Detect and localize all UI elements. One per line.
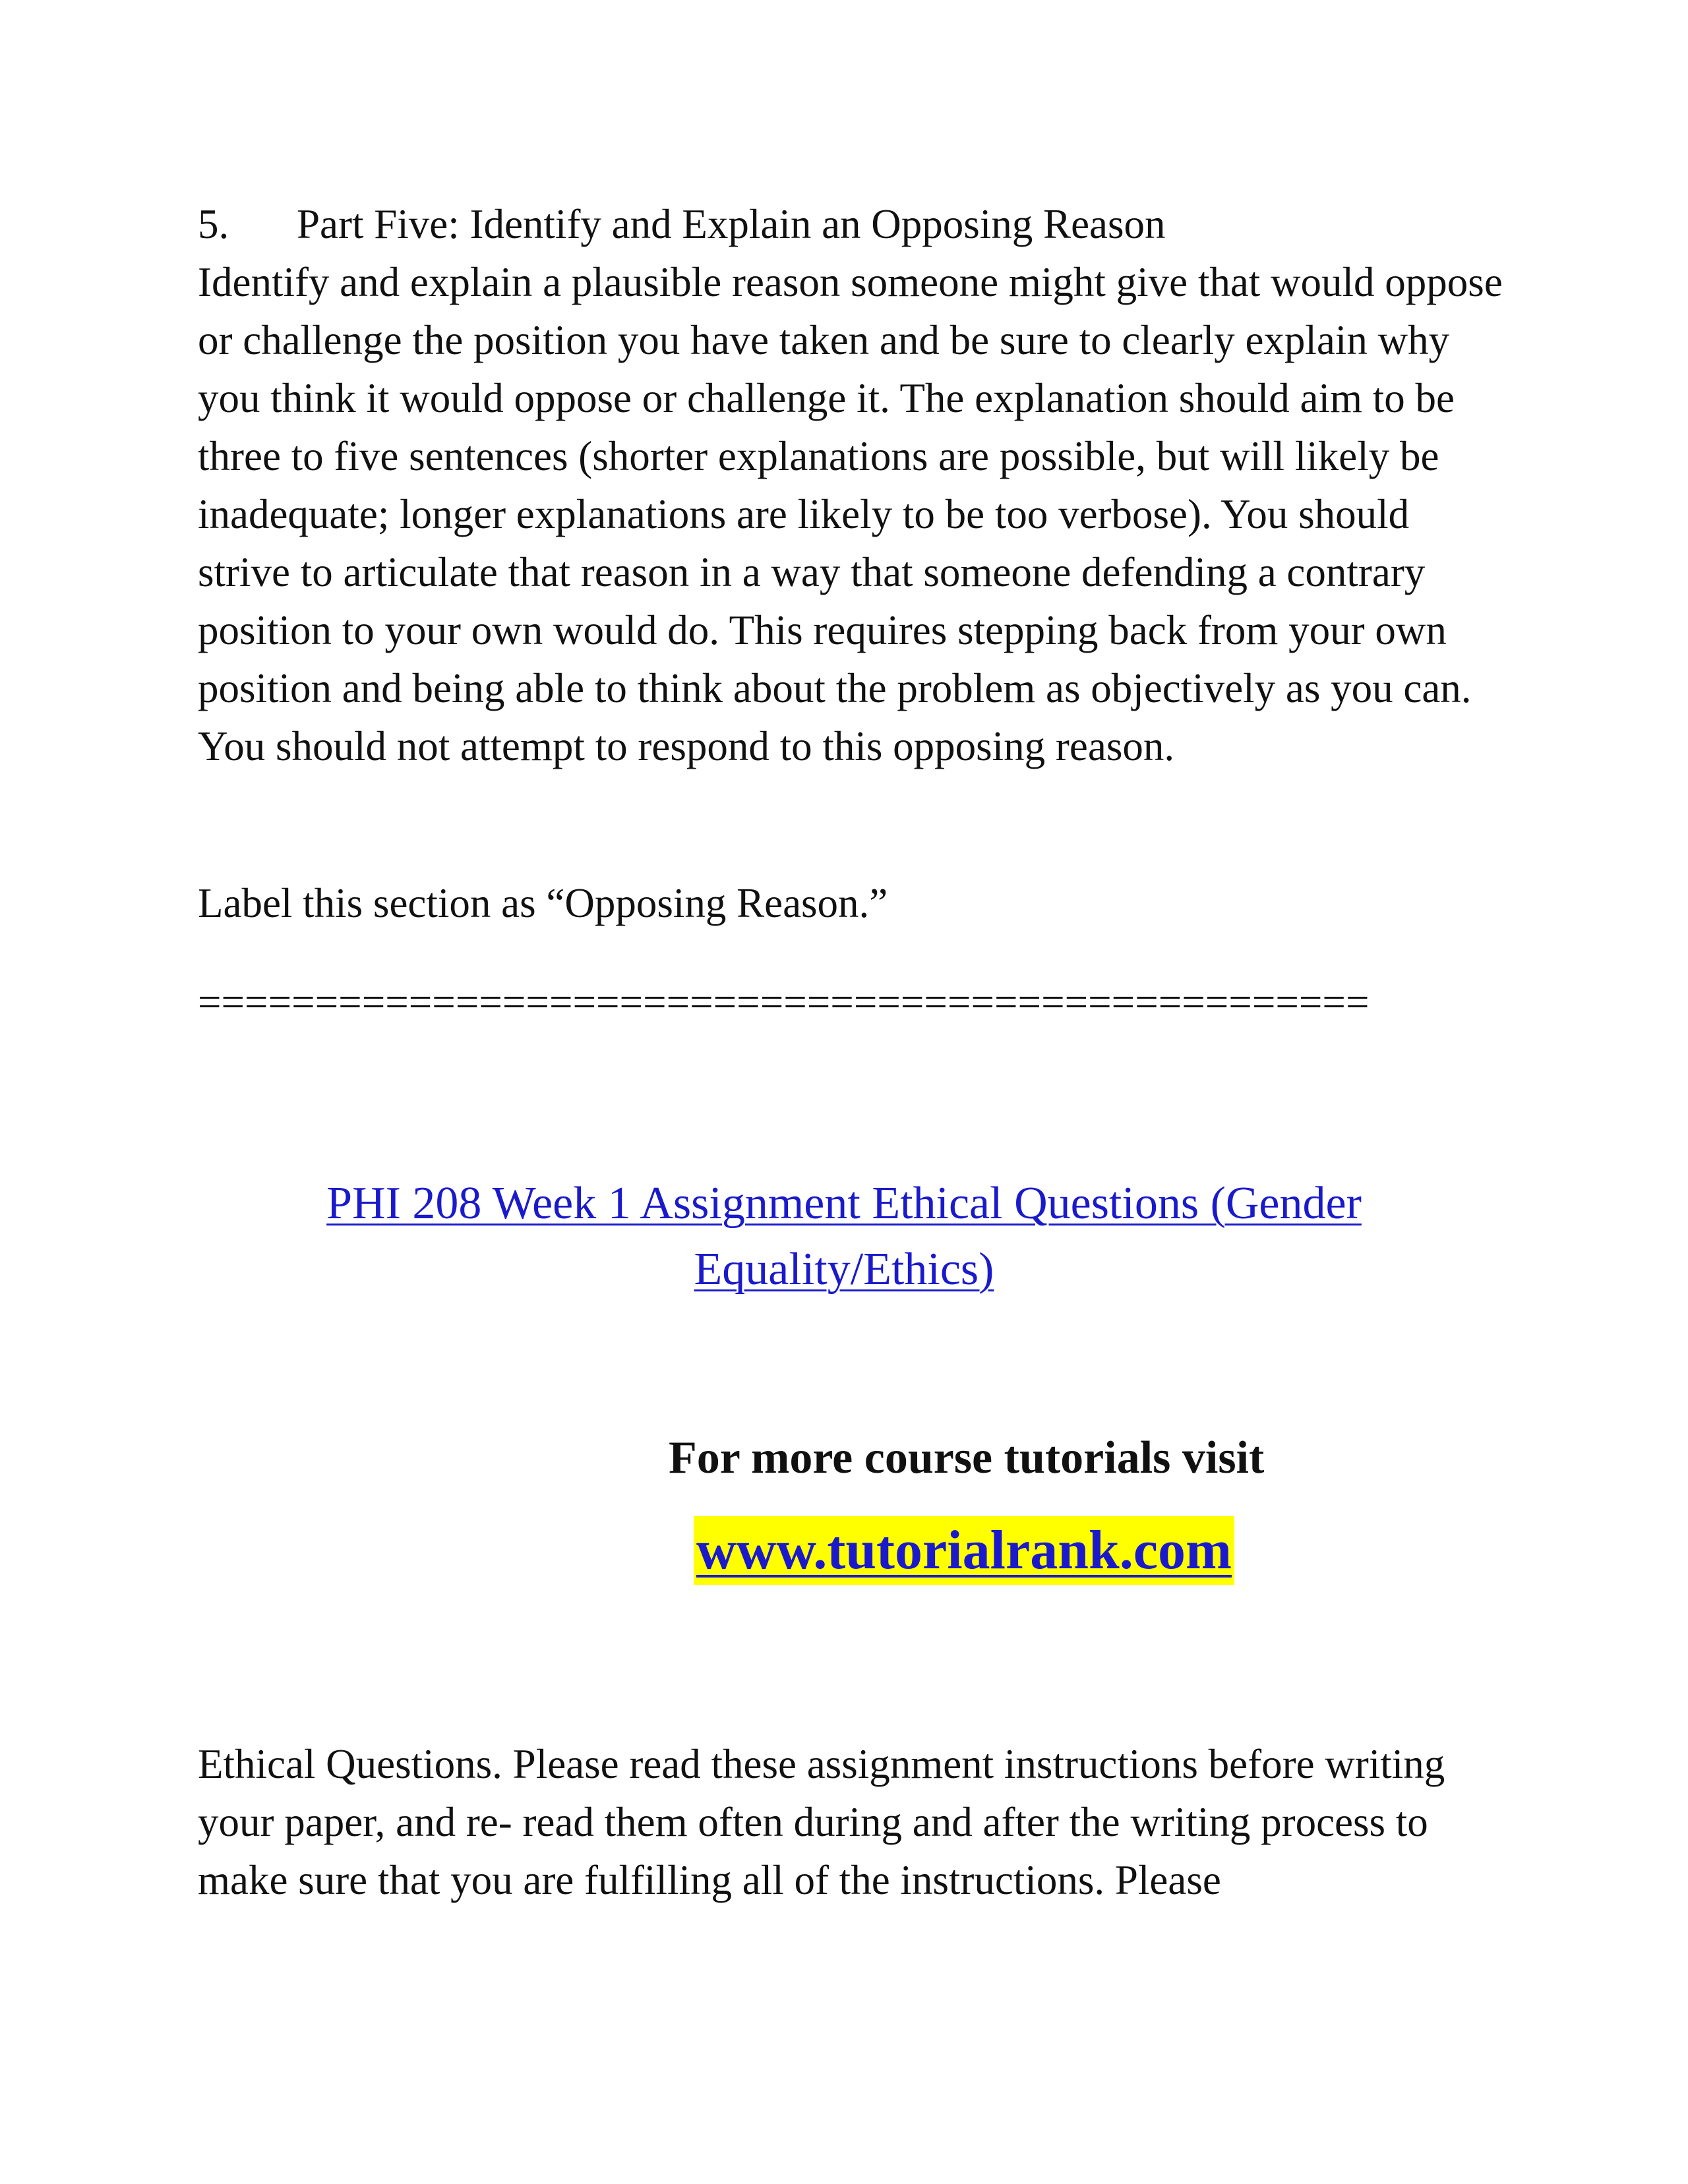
section-title: Part Five: Identify and Explain an Opposing Reason xyxy=(297,201,1166,247)
promo-text: For more course tutorials visit xyxy=(669,1432,1265,1483)
section-paragraph: Identify and explain a plausible reason someone might give that would oppose or challenge the position you have taken and be sure to clearly explain why you think it would oppose or challenge it. The explanation should aim to be three to five sentences (shorter explanations are possible, but will likely be inadequate; longer explanations are likely to be too verbose). You should strive to articulate that reason in a way that someone defending a contrary position to your own would do. This requires stepping back from your own position and being able to think about the problem as objectively as you can. You should not attempt to respond to this opposing reason. xyxy=(198,259,1503,769)
section-heading xyxy=(198,195,1166,253)
label-instruction: Label this section as “Opposing Reason.” xyxy=(198,880,888,926)
section-number: 5. xyxy=(198,201,229,247)
website-link[interactable]: www.tutorialrank.com xyxy=(694,1516,1234,1585)
intro-paragraph: Ethical Questions. Please read these assignment instructions before writing your paper, and re- read them often during and after the writing process to make sure that you are fulfilling all of the instructions. Please xyxy=(198,1741,1445,1903)
separator-line: ================================================== xyxy=(198,979,1370,1025)
course-title-link[interactable]: PHI 208 Week 1 Assignment Ethical Questions (Gender Equality/Ethics) xyxy=(326,1178,1362,1295)
